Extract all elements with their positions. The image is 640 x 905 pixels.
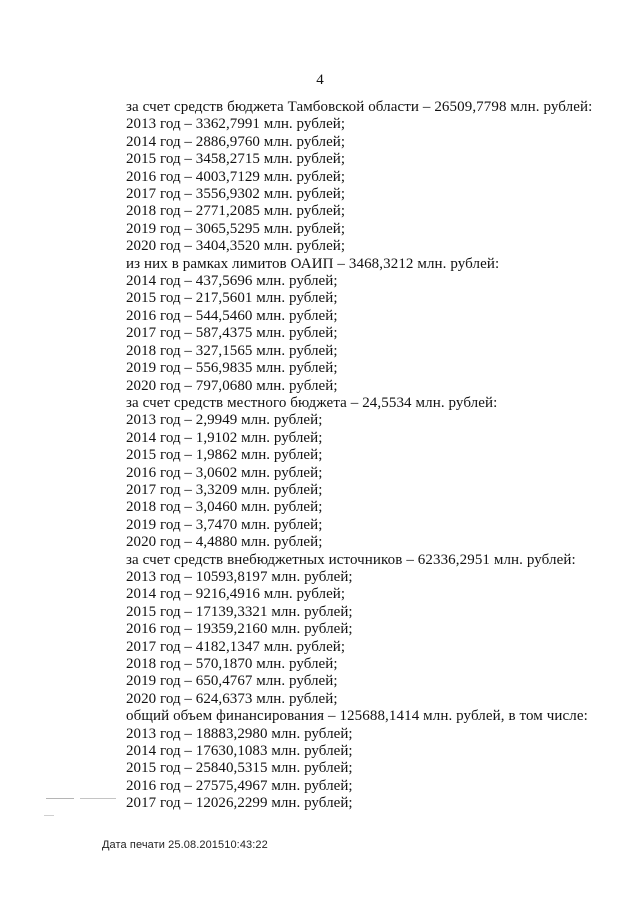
page-number: 4: [316, 72, 324, 88]
year-amount-line: 2017 год – 3556,9302 млн. рублей;: [126, 186, 346, 203]
year-amount-line: 2019 год – 556,9835 млн. рублей;: [126, 360, 338, 377]
section-heading-line: из них в рамках лимитов ОАИП – 3468,3212 млн. рублей:: [126, 255, 500, 272]
year-amount-line: 2019 год – 3065,5295 млн. рублей;: [126, 220, 346, 237]
year-amount-line: 2017 год – 587,4375 млн. рублей;: [126, 325, 338, 342]
section-heading-line: за счет средств внебюджетных источников – 62336,2951 млн. рублей:: [126, 551, 576, 568]
year-amount-line: 2018 год – 2771,2085 млн. рублей;: [126, 203, 346, 220]
year-amount-line: 2019 год – 650,4767 млн. рублей;: [126, 673, 338, 690]
section-heading-line: за счет средств бюджета Тамбовской области – 26509,7798 млн. рублей:: [126, 99, 593, 115]
document-body: [126, 99, 626, 813]
year-amount-line: 2015 год – 3458,2715 млн. рублей;: [126, 151, 346, 168]
scan-artifact: [46, 798, 74, 799]
year-amount-line: 2013 год – 2,9949 млн. рублей;: [126, 412, 323, 429]
year-amount-line: 2016 год – 27575,4967 млн. рублей;: [126, 777, 353, 794]
year-amount-line: 2017 год – 3,3209 млн. рублей;: [126, 481, 323, 498]
year-amount-line: 2019 год – 3,7470 млн. рублей;: [126, 516, 323, 533]
year-amount-line: 2015 год – 1,9862 млн. рублей;: [126, 447, 323, 464]
year-amount-line: 2016 год – 4003,7129 млн. рублей;: [126, 168, 346, 185]
year-amount-line: 2017 год – 12026,2299 млн. рублей;: [126, 795, 353, 812]
year-amount-line: 2014 год – 2886,9760 млн. рублей;: [126, 133, 346, 150]
year-amount-line: 2020 год – 3404,3520 млн. рублей;: [126, 238, 346, 255]
year-amount-line: 2015 год – 17139,3321 млн. рублей;: [126, 603, 353, 620]
scan-artifact: [80, 798, 116, 799]
year-amount-line: 2015 год – 25840,5315 млн. рублей;: [126, 760, 353, 777]
year-amount-line: 2016 год – 3,0602 млн. рублей;: [126, 464, 323, 481]
year-amount-line: 2014 год – 17630,1083 млн. рублей;: [126, 743, 353, 760]
year-amount-line: 2018 год – 570,1870 млн. рублей;: [126, 656, 338, 672]
section-heading-line: за счет средств местного бюджета – 24,5534 млн. рублей:: [126, 394, 498, 411]
year-amount-line: 2013 год – 10593,8197 млн. рублей;: [126, 568, 353, 585]
year-amount-line: 2016 год – 544,5460 млн. рублей;: [126, 307, 338, 324]
year-amount-line: 2020 год – 4,4880 млн. рублей;: [126, 534, 323, 551]
scan-artifact: [44, 815, 54, 816]
year-amount-line: 2014 год – 437,5696 млн. рублей;: [126, 273, 338, 290]
year-amount-line: 2013 год – 18883,2980 млн. рублей;: [126, 725, 353, 742]
year-amount-line: 2016 год – 19359,2160 млн. рублей;: [126, 621, 353, 638]
year-amount-line: 2018 год – 3,0460 млн. рублей;: [126, 499, 323, 516]
section-heading-line: общий объем финансирования – 125688,1414 млн. рублей, в том числе:: [126, 708, 588, 725]
year-amount-line: 2013 год – 3362,7991 млн. рублей;: [126, 116, 346, 133]
print-date-footer: Дата печати 25.08.201510:43:22: [102, 839, 268, 851]
year-amount-line: 2015 год – 217,5601 млн. рублей;: [126, 290, 338, 307]
year-amount-line: 2014 год – 9216,4916 млн. рублей;: [126, 586, 346, 603]
year-amount-line: 2017 год – 4182,1347 млн. рублей;: [126, 638, 346, 655]
year-amount-line: 2020 год – 797,0680 млн. рублей;: [126, 377, 338, 394]
year-amount-line: 2020 год – 624,6373 млн. рублей;: [126, 690, 338, 707]
year-amount-line: 2014 год – 1,9102 млн. рублей;: [126, 429, 323, 446]
year-amount-line: 2018 год – 327,1565 млн. рублей;: [126, 342, 338, 359]
